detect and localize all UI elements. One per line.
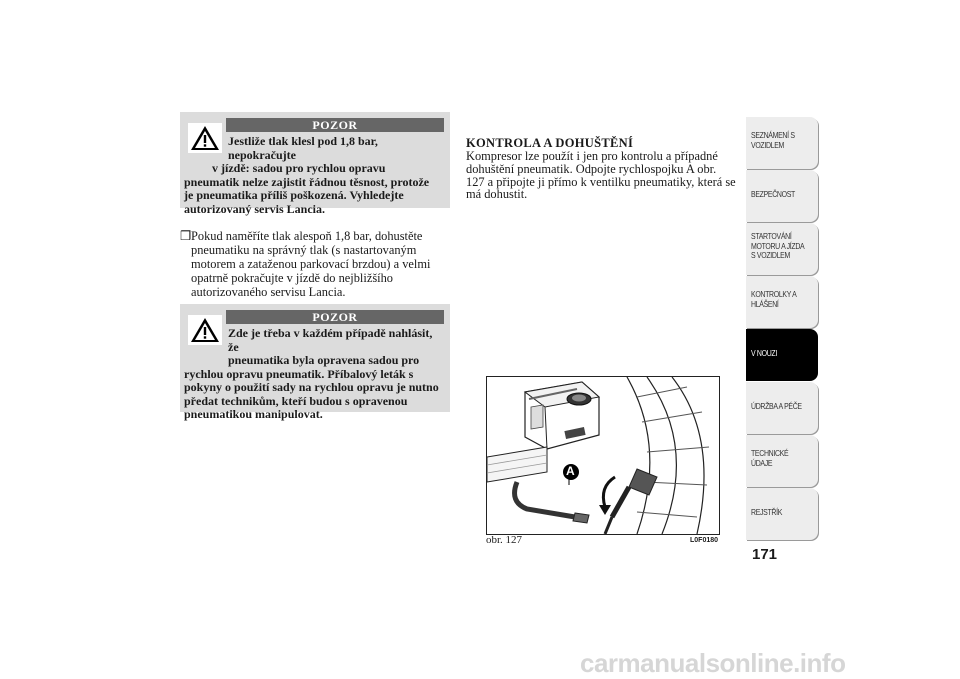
tab-label: V NOUZI <box>751 348 777 358</box>
tab-label: HLÁŠENÍ <box>751 298 779 309</box>
warning-text <box>184 327 444 422</box>
figure-code: L0F0180 <box>690 537 719 544</box>
warning-text <box>184 135 444 216</box>
bullet-mark: ❒ <box>180 229 192 243</box>
tab-technicke[interactable] <box>746 435 818 487</box>
watermark: carmanualsonline.info <box>580 648 846 678</box>
warning-line: pokyny o použití sady na rychlou opravu je nutno <box>184 380 439 394</box>
warning-triangle-icon <box>188 315 222 345</box>
figure-caption: obr. 127 <box>486 534 523 546</box>
tab-label: SEZNÁMENÍ S <box>751 130 795 140</box>
warning-line: předat technikům, kteří budou s opravenou <box>184 393 408 408</box>
tab-label: ÚDRŽBA A PÉČE <box>751 401 802 411</box>
warning-line: Jestliže tlak klesl pod 1,8 bar, nepokračujte <box>228 134 378 162</box>
body-line: 127 a připojte ji přímo k ventilku pneumatiky, která se <box>466 174 736 189</box>
section-body <box>466 150 742 201</box>
compressor-drawing <box>487 377 719 534</box>
tab-label: S VOZIDLEM <box>751 250 790 260</box>
tab-label: BEZPEČNOST <box>751 189 795 199</box>
warning-line: pneumatika byla opravena sadou pro <box>228 353 420 367</box>
tab-label: MOTORU A JÍZDA <box>751 240 805 251</box>
warning-triangle-icon <box>188 123 222 153</box>
section-title: KONTROLA A DOHUŠTĚNÍ <box>466 136 634 150</box>
bullet-line: pneumatiku na správný tlak (s nastartovaným <box>191 243 417 257</box>
bullet-line: opatrně pokračujte v jízdě do nejbližšího <box>191 271 393 285</box>
tab-bezpecnost[interactable] <box>746 170 818 222</box>
tab-udrzba[interactable] <box>746 382 818 434</box>
body-line: má dohustit. <box>466 187 528 202</box>
tab-label: STARTOVÁNÍ <box>751 231 792 241</box>
body-line: Kompresor lze použít i jen pro kontrolu a případné <box>466 149 718 163</box>
figure-compressor-illustration <box>486 376 720 535</box>
body-line: dohuštění pneumatik. Odpojte rychlospojku A obr. <box>466 161 717 176</box>
figure-label-a: A <box>566 464 575 478</box>
tab-label: REJSTŘÍK <box>751 507 783 517</box>
tab-startovani[interactable] <box>746 223 818 275</box>
tab-label: VOZIDLEM <box>751 139 785 150</box>
tab-rejstrik[interactable] <box>746 488 818 540</box>
warning-line: pneumatikou manipulovat. <box>184 407 323 421</box>
tab-kontrolky[interactable] <box>746 276 818 328</box>
chapter-tabs <box>746 117 818 541</box>
warning-line: autorizovaný servis Lancia. <box>184 201 325 216</box>
warning-line: Zde je třeba v každém případě nahlásit, že <box>228 326 433 354</box>
warning-heading: POZOR <box>226 310 444 324</box>
tab-label: ÚDAJE <box>751 457 773 468</box>
page-number: 171 <box>752 546 778 563</box>
bullet-line: Pokud naměříte tlak alespoň 1,8 bar, dohustěte <box>191 229 423 243</box>
warning-line: je pneumatika příliš poškozená. Vyhledejte <box>184 188 404 202</box>
tab-v-nouzi[interactable] <box>746 329 818 381</box>
warning-line: v jízdě: sadou pro rychlou opravu <box>212 161 386 175</box>
warning-box-2 <box>180 304 450 421</box>
bullet-line: autorizovaného servisu Lancia. <box>191 285 346 299</box>
warning-heading: POZOR <box>226 118 444 132</box>
warning-line: rychlou opravu pneumatik. Příbalový leták s <box>184 366 414 381</box>
bullet-paragraph <box>180 229 452 299</box>
tab-label: KONTROLKY A <box>751 289 797 299</box>
bullet-line: motorem a zataženou parkovací brzdou) a velmi <box>191 257 431 271</box>
tab-seznameni[interactable] <box>746 117 818 169</box>
warning-box-1 <box>180 112 450 216</box>
tab-label: TECHNICKÉ <box>751 448 789 458</box>
warning-line: pneumatik nelze zajistit řádnou těsnost, protože <box>184 174 430 189</box>
